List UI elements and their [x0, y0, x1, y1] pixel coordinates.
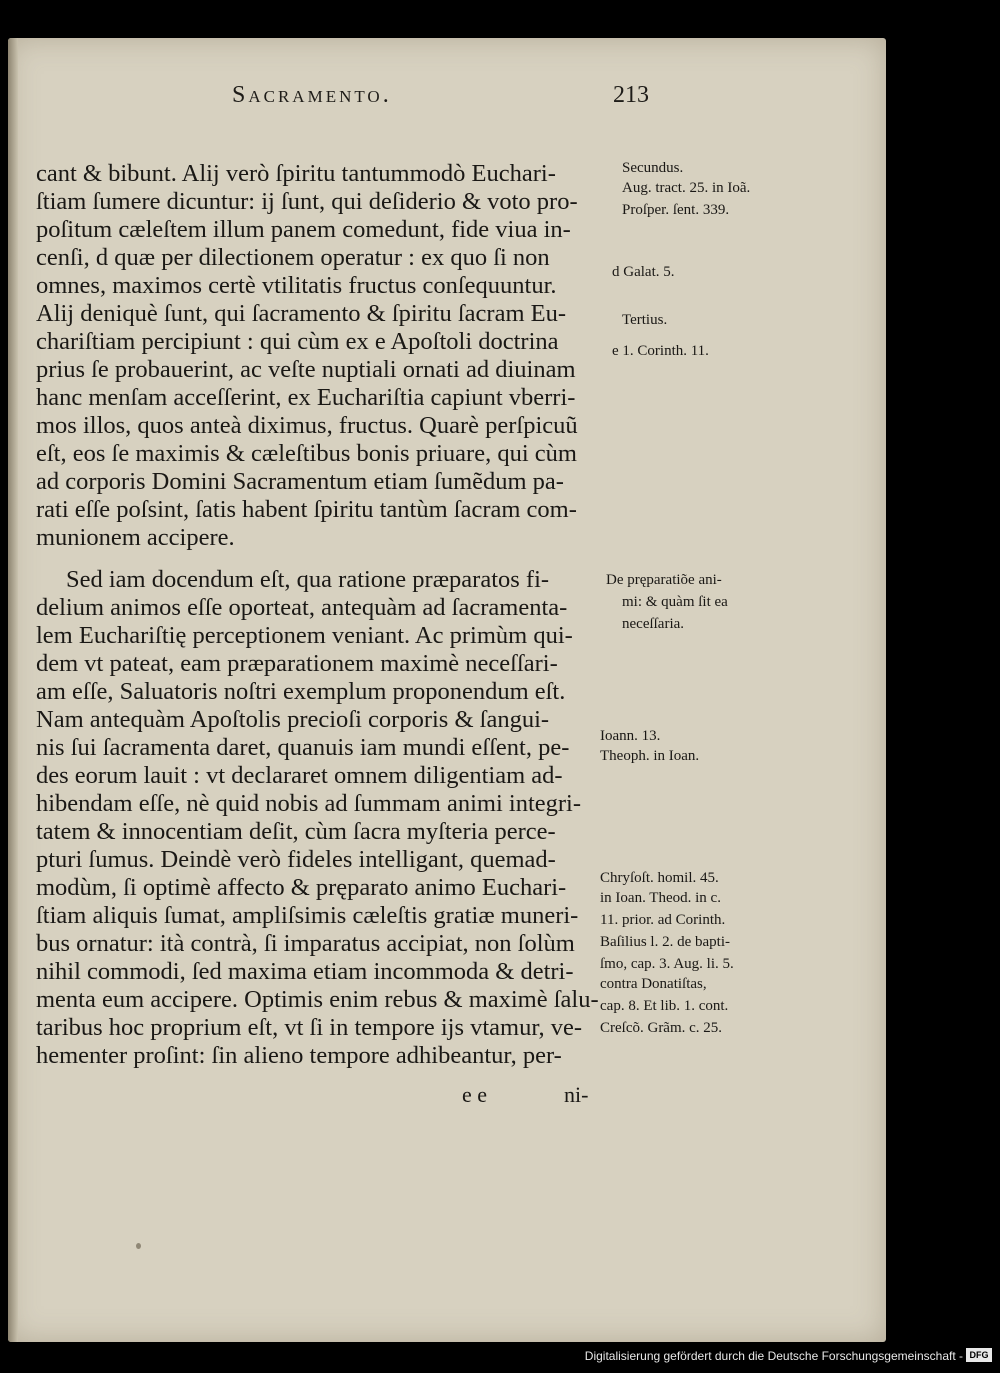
margin-note: cap. 8. Et lib. 1. cont. — [600, 998, 729, 1014]
text-line: mos illos, quos anteà diximus, fructus. Quarè perſpicuũ — [36, 412, 578, 439]
text-line: taribus hoc proprium eſt, vt ſi in tempore ijs vtamur, ve- — [36, 1014, 583, 1041]
margin-note: mi: & quàm ſit ea — [622, 594, 728, 610]
text-line: Alij deniquè ſunt, qui ſacramento & ſpiritu ſacram Eu- — [36, 300, 567, 327]
margin-note: 11. prior. ad Corinth. — [600, 912, 726, 928]
margin-note: ſmo, cap. 3. Aug. li. 5. — [600, 956, 734, 972]
catchword: ni- — [564, 1082, 589, 1107]
margin-note: d Galat. 5. — [612, 264, 675, 280]
text-line: Sed iam docendum eſt, qua ratione præparatos fi- — [66, 566, 550, 593]
text-line: nihil commodi, ſed maxima etiam incommoda & detri- — [36, 958, 574, 985]
margin-note: Proſper. ſent. 339. — [622, 202, 730, 218]
margin-note: Aug. tract. 25. in Ioã. — [622, 180, 751, 196]
paper-blemish — [136, 1243, 141, 1249]
text-line: rati eſſe poſsint, ſatis habent ſpiritu tantùm ſacram com- — [36, 496, 577, 523]
text-line: des eorum lauit : vt declararet omnem diligentiam ad- — [36, 762, 563, 789]
text-line: dem vt pateat, eam præparationem maximè neceſſari- — [36, 650, 558, 677]
text-line: hementer proſint: ſin alieno tempore adhibeantur, per- — [36, 1042, 562, 1069]
text-line: tatem & innocentiam deſit, cùm ſacra myſteria perce- — [36, 818, 556, 845]
text-line: nis ſui ſacramenta daret, quanuis iam mundi eſſent, pe- — [36, 734, 570, 761]
margin-note: Chryſoſt. homil. 45. — [600, 870, 719, 886]
text-line: munionem accipere. — [36, 524, 235, 551]
page-spine-edge — [8, 38, 18, 1342]
margin-note: contra Donatiſtas, — [600, 976, 707, 992]
text-line: cenſi, d quæ per dilectionem operatur : ex quo ſi non — [36, 244, 550, 271]
text-line: modùm, ſi optimè affecto & pręparato animo Euchari- — [36, 874, 567, 901]
page-number: 213 — [613, 82, 649, 108]
text-line: omnes, maximos certè vtilitatis fructus conſequuntur. — [36, 272, 557, 299]
text-line: delium animos eſſe oporteat, antequàm ad ſacramenta- — [36, 594, 568, 621]
margin-note: Tertius. — [622, 312, 668, 328]
text-line: bus ornatur: ità contrà, ſi imparatus accipiat, non ſolùm — [36, 930, 575, 957]
margin-note: De pręparatiõe ani- — [606, 572, 722, 588]
text-line: cant & bibunt. Alij verò ſpiritu tantummodò Euchari- — [36, 160, 556, 187]
text-line: hanc menſam acceſſerint, ex Euchariſtia capiunt vberri- — [36, 384, 576, 411]
margin-note: Creſcõ. Grãm. c. 25. — [600, 1020, 723, 1036]
margin-note: Baſilius l. 2. de bapti- — [600, 934, 730, 950]
signature-mark: e e — [462, 1082, 488, 1107]
margin-note: Secundus. — [622, 160, 684, 176]
margin-note: in Ioan. Theod. in c. — [600, 890, 721, 906]
text-line: am eſſe, Saluatoris noſtri exemplum proponendum eſt. — [36, 678, 566, 705]
text-line: prius ſe probauerint, ac veſte nuptiali ornati ad diuinam — [36, 356, 576, 383]
running-title: Sacramento. — [232, 82, 392, 108]
dfg-logo: DFG — [966, 1348, 992, 1362]
digitization-footer — [0, 1342, 1000, 1373]
text-line: poſitum cæleſtem illum panem comedunt, fide viua in- — [36, 216, 571, 243]
margin-note: Ioann. 13. — [600, 728, 661, 744]
text-line: Nam antequàm Apoſtolis precioſi corporis & ſangui- — [36, 706, 550, 733]
text-line: lem Euchariſtię perceptionem veniant. Ac primùm qui- — [36, 622, 573, 649]
running-head — [232, 82, 792, 118]
text-line: ſtiam aliquis ſumat, ampliſsimis cæleſtis gratiæ muneri- — [36, 902, 579, 929]
text-line: menta eum accipere. Optimis enim rebus & maximè ſalu- — [36, 986, 599, 1013]
text-line: eſt, eos ſe maximis & cæleſtibus bonis priuare, qui cùm — [36, 440, 577, 467]
text-line: hibendam eſſe, nè quid nobis ad ſummam animi integri- — [36, 790, 582, 817]
text-line: ſtiam ſumere dicuntur: ij ſunt, qui deſiderio & voto pro- — [36, 188, 578, 215]
text-line: pturi ſumus. Deindè verò fideles intelligant, quemad- — [36, 846, 556, 873]
funding-credit: Digitalisierung gefördert durch die Deutsche Forschungsgemeinschaft - — [584, 1349, 963, 1363]
text-line: chariſtiam percipiunt : qui cùm ex e Apoſtoli doctrina — [36, 328, 559, 355]
margin-note: Theoph. in Ioan. — [600, 748, 700, 764]
margin-note: e 1. Corinth. 11. — [612, 343, 709, 359]
text-line: ad corporis Domini Sacramentum etiam ſumẽdum pa- — [36, 468, 564, 495]
margin-note: neceſſaria. — [622, 616, 685, 632]
